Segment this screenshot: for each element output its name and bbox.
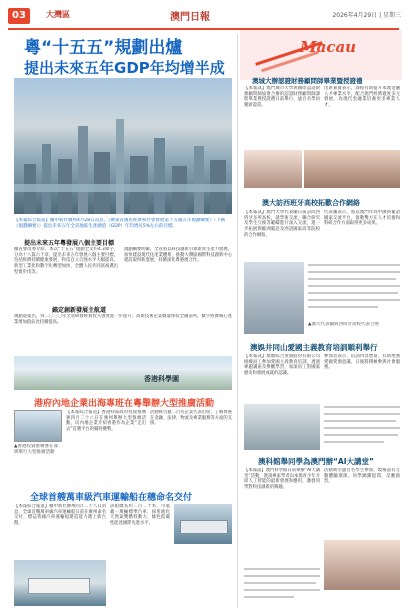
story-c-text-block	[324, 404, 400, 450]
story-b-paragraph-2: 代表團表示，將以澳門作為中國與葡語國家交流平台，推動雙方在人才培養和科研合作方面取得更多成果。	[324, 210, 400, 227]
story-a-photo-1	[244, 150, 302, 188]
macau-logo-text: Macau	[300, 38, 357, 56]
lead-photo-caption: 【本報綜合報道】據中新社廣州4月28日消息，《廣東省國民經濟和社會發展第十五個五年規劃綱要》（下稱《規劃綱要》）提出未來五年全省地區生產總值（GDP）年均增長5%左右的目標。	[14, 218, 226, 229]
lead-title-line1: 粵“十五五”規劃出爐	[24, 38, 183, 58]
science-park-sign: 香港科學園	[144, 375, 179, 383]
story-a-photo-2	[304, 150, 400, 188]
story-c-paragraph-2: 參加者表示，培訓內容豐富，有助增強愛國愛澳意識，日後將積極參與社會服務。	[324, 354, 400, 371]
ev-ship-photo-1	[14, 560, 106, 606]
lead-subhead-2: 錨定創新發展主航道	[52, 307, 107, 314]
page-header	[0, 0, 407, 30]
story-b-caption: ▲澳大代表團與西班牙高校代表合照	[308, 322, 379, 327]
ev-story-paragraph-1: 【本報綜合報道】據中新社廣州四月二十八日消息，全球首艘萬車級汽車運輸船日前在廣州命名交付，標誌我國汽車運輸船建造能力邁上新台階。	[14, 504, 106, 527]
science-park-photo	[14, 356, 232, 390]
story-b-headline: 澳大訪西班牙高校拓歡合作網絡	[262, 199, 360, 207]
hk-story-paragraph-2: 活動吸引逾二百名企業代表出席，了解香港在金融、法律、物流及專業服務等方面的支援。	[150, 410, 232, 427]
story-b-text-block	[308, 262, 400, 318]
story-d-text-block	[244, 566, 320, 606]
story-a-paragraph-1: 【本報訊】澳門城市大學與國際認證財務顧問師協會合辦的認證財務顧問師課程畢業暨授證禮日前舉行，逾百名學員獲頒證書。	[244, 86, 320, 109]
section-name: 大灣區	[46, 10, 70, 19]
hk-story-photo	[14, 410, 62, 442]
lead-paragraph-3: 規劃還提出，到二〇三〇年全省研發經費投入強度進一步提升，高新技術企業數量保持全國前列，數字經濟核心產業增加值佔比持續提高。	[14, 314, 232, 325]
ev-story-headline: 全球首艘萬車級汽車運輸船在穗命名交付	[30, 493, 193, 503]
story-a-headline: 澳城大辦認證財務顧問師畢業暨授證禮	[252, 77, 363, 85]
lead-city-photo	[14, 78, 232, 214]
story-a-paragraph-2: 出席嘉賓表示，課程有助提升本澳金融人才專業水平，配合澳門經濟適度多元發展，為現代金融業培養更多專業人才。	[324, 86, 400, 109]
lead-subhead-1: 提出未來五年粵發展八個主要目標	[24, 240, 115, 247]
masthead: 澳門日報	[170, 12, 210, 23]
column-divider	[237, 34, 238, 608]
story-b-photo	[244, 262, 304, 334]
story-c-photo	[244, 404, 320, 450]
story-c-paragraph-1: 【本報訊】澳娛綜合度假股份有限公司組織員工參加愛國主義教育培訓，透過專題講座及參觀學習，加深員工對國家歷史和發展成就的認識。	[244, 354, 320, 377]
story-d-photo	[324, 540, 400, 590]
hk-story-headline: 港府內地企業出海專班在粵舉辦大型推廣活動	[34, 399, 215, 409]
hk-story-paragraph-1: 【本報綜合報道】香港特區政府投資推廣署四月二十八日在廣州舉辦大型推廣活動，向內地企業介紹香港作為企業“走出去”首選平台的獨特優勢。	[66, 410, 146, 433]
story-d-paragraph-2: 活動吸引逾百名學生參加，現場設有互動體驗環節，同學踴躍提問，反應熱烈。	[324, 468, 400, 485]
story-b-paragraph-1: 【本報訊】澳門大學代表團日前訪問西班牙多所高校，就學術交流、聯合研究及學生互換等範疇進行深入交流，進一步拓展與歐洲葡語及西語國家高等院校的合作網絡。	[244, 210, 320, 238]
issue-date: 2026年4月29日 | 星期三	[332, 12, 401, 19]
ev-ship-photo-2	[174, 504, 232, 544]
lead-paragraph-1: 據省發改委介紹，本次“十五五”規劃全文約4.3萬字，分為十八篇六十章，提出未來五年發展八個主要目標，包括經濟持續健康發展、科技自立自強水平大幅提高、新型工業化和數字化轉型加快、全體人民共同富裕邁出堅實步伐等。	[14, 247, 118, 275]
lead-paragraph-2: 規劃綱要明確，全省將以科技創新引領新質生產力發展，加快建設現代化產業體系，推動大灣區國際科技創新中心建設取得新進展，持續深化粵港澳合作。	[124, 247, 232, 264]
lead-title-line2: 提出未來五年GDP年均增半成	[24, 59, 225, 77]
section-number-badge: 03	[8, 8, 30, 24]
story-d-paragraph-1: 【本報訊】澳門科學館日前舉辦“AI大講堂”活動，邀請專家學者向本澳青少年介紹人工智能的最新發展和應用，激發同學對科技創新的興趣。	[244, 468, 320, 491]
ev-story-paragraph-2: 該船總長約二百二十米，可裝載一萬輛標準汽車，採用液化天然氣雙燃料動力，綠色低碳性能達國際先進水平。	[110, 504, 170, 527]
story-d-headline: 澳科館舉同學為澳門辦“AI大講堂”	[258, 457, 374, 466]
hk-story-caption: ▲香港投資推廣署在深圳舉行大型推廣活動	[14, 444, 58, 455]
story-c-headline: 澳娛井同山愛國主義教育培訓順利舉行	[250, 343, 378, 352]
